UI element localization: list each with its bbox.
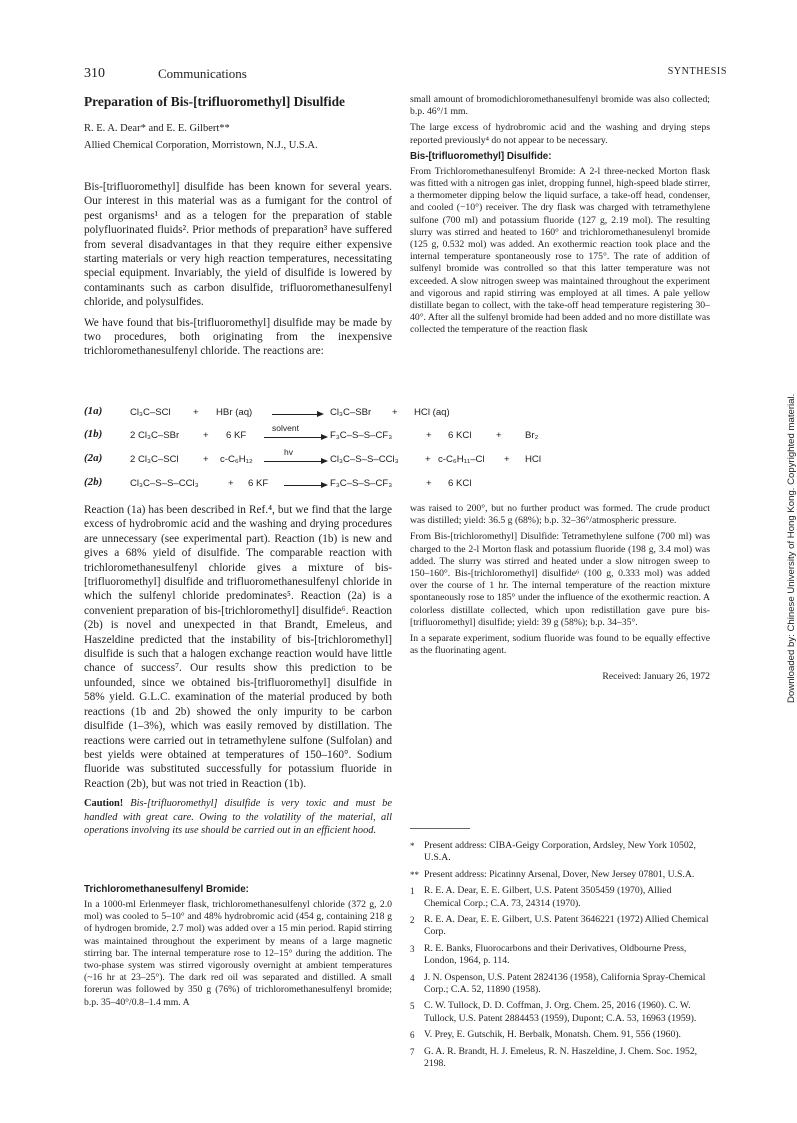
footnote-mark: 1 [410,886,415,897]
footnote [410,1046,710,1071]
experimental-bromide-text: In a 1000-ml Erlenmeyer flask, trichloromethanesulfenyl chloride (372 g, 2.0 mol) was cooled to 5–10° and 48% hydrobromic acid (454 g, containing 218 g of hydrogen bromide, 2.7 mol) was added over a 15 min period. Rapid stirring was maintained throughout the experiment by means of a large magnetic stirring bar. The internal temperature rose to 12–15° during the addition. The two-phase system was stirred vigorously overnight at ambient temperatures (~16 hr at 23–25°). The dark red oil was separated and distilled. A small forerun was followed by 350 g (76%) of trichloromethanesulfenyl bromide; b.p. 35–40°/0.8–1.4 mm. A [84,899,392,1008]
footnote-mark: 7 [410,1046,415,1057]
right-mid-paragraph-1: was raised to 200°, but no further product was formed. The crude product was distilled; yield: 36.5 g (68%); b.p. 32–36°/atmospheric pressure. [410,503,710,527]
reactant: c-C₆H₁₂ [220,454,253,465]
product: HCl (aq) [414,407,450,418]
product: c-C₆H₁₁–Cl [438,454,485,465]
footnote-mark: 6 [410,1030,415,1041]
reactant: 2 Cl₃C–SBr [130,430,180,441]
arrow-condition: hv [284,447,293,457]
footnote-text: V. Prey, E. Gutschik, H. Berbalk, Monatsh. Chem. 91, 556 (1960). [424,1029,681,1041]
right-column-lower [410,503,710,682]
discussion-block [84,503,392,847]
equation-label: (1a) [84,405,103,417]
plus-sign: + [203,454,209,465]
footnote [410,943,710,968]
footnote [410,885,710,910]
product: F₃C–S–S–CF₃ [330,478,393,489]
procedure-from-bromide: From Trichloromethanesulfenyl Bromide: A 2-l three-necked Morton flask was fitted with a nitrogen gas inlet, dropping funnel, high-speed blade stirrer, a thermometer dipping below the liquid surface, a take-off head, condenser, and cooled (−10°) receiver. The dry flask was charged with tetramethylene sulfone (700 ml) and potassium fluoride (127 g, 2.19 mol). The resulting slurry was stirred and heated to 160° and trichloromethanesulenyl bromide (125 g, 0.532 mol) was added. An exothermic reaction took place and the internal temperature spontaneously rose to 175°. The rate of addition of sulfenyl bromide was controlled so that this latter temperature was not exceeded. A slow nitrogen sweep was maintained throughout the experiment and vigorous and rapid stirring was employed at all times. A pale yellow distillate began to collect, with the take-off head temperature registering 30–40°. After all the sulfenyl bromide had been added and no more distillate was collected the temperature of the reaction flask [410,165,710,336]
footnotes [410,840,710,1075]
footnote [410,1029,710,1041]
footnote-mark: ** [410,869,419,880]
journal-name: SYNTHESIS [667,66,727,77]
equation-label: (2a) [84,452,103,464]
section-name: Communications [158,66,247,81]
footnote-text: R. E. A. Dear, E. E. Gilbert, U.S. Patent 3505459 (1970), Allied Chemical Corp.; C.A. 73, 24314 (1970). [424,885,672,909]
reaction-arrow [272,414,322,415]
product: HCl [525,454,541,465]
product: 6 KCl [448,430,472,441]
equation-label: (1b) [84,428,103,440]
product: Cl₃C–S–S–CCl₃ [330,454,399,465]
equation-label: (2b) [84,476,103,488]
reactant: Cl₃C–SCl [130,407,171,418]
product: Br₂ [525,430,539,441]
plus-sign: + [193,407,199,418]
reactant: 2 Cl₃C–SCl [130,454,179,465]
affiliation: Allied Chemical Corporation, Morristown, N.J., U.S.A. [84,140,318,151]
footnote-text: R. E. Banks, Fluorocarbons and their Derivatives, Oldbourne Press, London, 1964, p. 114. [424,942,687,967]
footnote [410,1000,710,1025]
caution-label: Caution! [84,798,124,810]
footnote [410,840,710,865]
section-heading-bromide: Trichloromethanesulfenyl Bromide: [84,884,249,895]
footnote-text: C. W. Tullock, D. D. Coffman, J. Org. Chem. 25, 2016 (1960). C. W. Tullock, U.S. Patent 2884453 (1959), Dupont; C.A. 53, 16963 (1959). [424,1000,697,1024]
arrow-condition: solvent [272,423,299,433]
right-column-top [410,94,710,341]
plus-sign: + [426,430,432,441]
footnote-mark: * [410,841,415,851]
section-heading-disulfide: Bis-[trifluoromethyl] Disulfide: [410,150,552,162]
discussion-paragraph: Reaction (1a) has been described in Ref.⁴, but we find that the large excess of hydrobromic acid and the washing and drying procedures are unnecessary (see experimental part). Reaction (1b) is new and gives a 68% yield of disulfide. The comparable reaction with trichloromethanesulfenyl chloride gives a mixture of bis-[trifluoromethyl] disulfide and trifluoromethanesulfenyl chloride in which the sulfenyl chloride predominates⁵. Reaction (2a) is a convenient preparation of bis-[trichloromethyl] disulfide⁶. Reaction (2b) is novel and unexpected in that Brandt, Emeleus, and Haszeldine predicted that the instability of bis-[trichloromethyl] disulfide is such that a halogen exchange reaction would have little chance of success⁷. Our results show this prediction to be unfounded, since we obtained bis-[trifluoromethyl] disulfide in 58% yield. G.L.C. examination of the material produced by both reactions (1b and 2b) showed the only impurity to be carbon disulfide (1–3%), which was easily removed by distillation. The reactions were carried out in tetramethylene sulfone (Sulfolan) and best yields were obtained at temperatures of 150–160°. Sodium fluoride was substituted successfully for potassium fluoride in Reaction (2b), but was not tried in Reaction (1b). [84,504,392,790]
footnote-divider [410,828,470,829]
reaction-arrow [264,461,326,462]
intro-paragraph-2: We have found that bis-[trifluoromethyl] disulfide may be made by two procedures, both originating from the inexpensive trichloromethanesulfenyl chloride. The reactions are: [84,316,392,358]
plus-sign: + [425,454,431,465]
footnote-mark: 5 [410,1001,415,1012]
right-paragraph-1: small amount of bromodichloromethanesulfenyl bromide was also collected; b.p. 46°/1 mm. [410,94,710,118]
footnote-mark: 3 [410,943,415,954]
page-number: 310 [84,66,105,81]
right-mid-paragraph-2: From Bis-[trichloromethyl] Disulfide: Tetramethylene sulfone (700 ml) was charged to the 2-l Morton flask and potassium fluoride (198 g, 3.4 mol) was added. The slurry was stirred and heated under a slow nitrogen sweep to 150–160°. Bis-[trichloromethyl] disulfide⁶ (100 g, 0.333 mol) was added over the course of 1 hr. The internal temperature of the reaction mixture spontaneously rose to 185° under the influence of the exothermic reaction. A colorless distillate collected, which upon redistillation gave pure bis-[trifluoromethyl] disulfide; yield: 39 g (58%); b.p. 34–35°. [410,531,710,628]
footnote-text: Present address: CIBA-Geigy Corporation, Ardsley, New York 10502, U.S.A. [424,840,696,864]
footnote-text: R. E. A. Dear, E. E. Gilbert, U.S. Patent 3646221 (1972) Allied Chemical Corp. [424,914,709,938]
plus-sign: + [392,407,398,418]
plus-sign: + [426,478,432,489]
product: Cl₃C–SBr [330,407,372,418]
experimental-bromide [84,880,392,1013]
caution-text: Bis-[trifluoromethyl] disulfide is very toxic and must be handled with great care. Owing to the volatility of the material, all operations involving its use should be carried out in an efficient hood. [84,798,392,836]
reactant: HBr (aq) [216,407,253,418]
reaction-arrow [284,485,326,486]
reactant: 6 KF [248,478,269,489]
plus-sign: + [228,478,234,489]
footnote-mark: 2 [410,915,415,926]
received-date: Received: January 26, 1972 [602,671,710,683]
right-mid-paragraph-3: In a separate experiment, sodium fluoride was found to be equally effective as the fluorinating agent. [410,633,710,657]
reactant: Cl₃C–S–S–CCl₃ [130,478,199,489]
plus-sign: + [203,430,209,441]
footnote [410,972,710,997]
reaction-arrow [264,437,326,438]
reactant: 6 KF [226,430,247,441]
footnote [410,869,710,881]
product: 6 KCl [448,478,472,489]
download-notice: Downloaded by: Chinese University of Hong Kong. Copyrighted material. [786,393,797,703]
footnote-mark: 4 [410,972,415,983]
footnote-text: Present address: Picatinny Arsenal, Dover, New Jersey 07801, U.S.A. [424,868,695,880]
product: F₃C–S–S–CF₃ [330,430,393,441]
caution-note [84,797,392,837]
article-title: Preparation of Bis-[trifluoromethyl] Disulfide [84,94,345,109]
footnote-text: J. N. Ospenson, U.S. Patent 2824136 (1958), California Spray-Chemical Corp.; C.A. 52, 11890 (1958). [424,971,706,996]
plus-sign: + [496,430,502,441]
authors: R. E. A. Dear* and E. E. Gilbert** [84,123,230,134]
download-watermark [775,383,797,703]
intro-paragraph-1: Bis-[trifluoromethyl] disulfide has been known for several years. Our interest in this material was as a fumigant for the control of pest organisms¹ and as a telogen for the preparation of stable polyfluorinated fluids². Prior methods of preparation³ have suffered from several disadvantages in that they require either expensive starting materials or very high reaction temperatures, necessitating special equipment. Invariably, the yield of disulfide is lowered by contaminants such as carbon disulfide, trifluoromethanesulfenyl chloride, and polysulfides. [84,181,392,309]
right-paragraph-2: The large excess of hydrobromic acid and the washing and drying steps reported previously⁴ do not appear to be necessary. [410,122,710,146]
plus-sign: + [504,454,510,465]
footnote-text: G. A. R. Brandt, H. J. Emeleus, R. N. Haszeldine, J. Chem. Soc. 1952, 2198. [424,1045,698,1070]
intro-text [84,180,392,365]
footnote [410,914,710,939]
